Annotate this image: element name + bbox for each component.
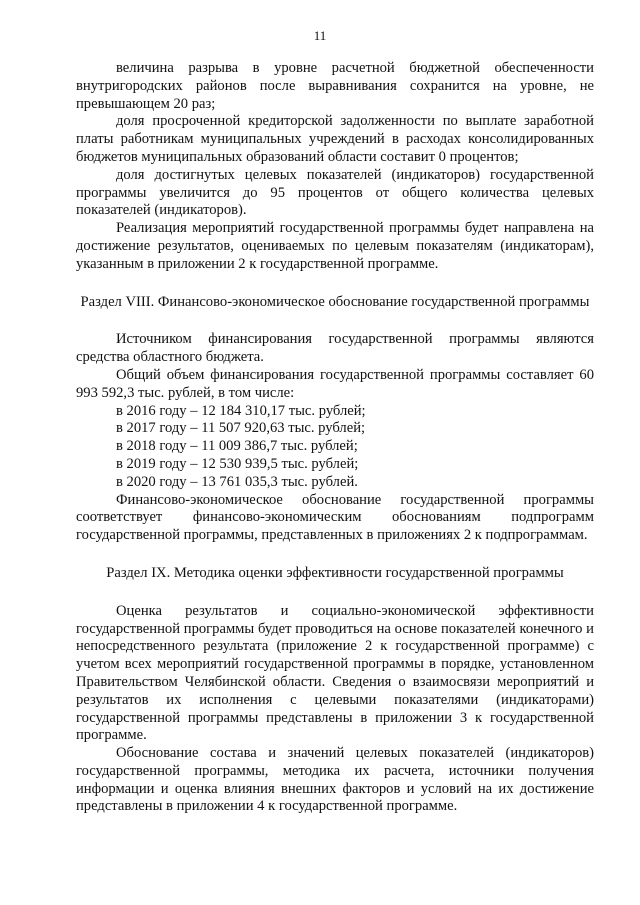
paragraph-funding-total: Общий объем финансирования государственной программы составляет 60 993 592,3 тыс. рублей, в том числе: — [76, 366, 594, 401]
paragraph-financial-justification: Финансово-экономическое обоснование государственной программы соответствует финансово-экономическим обоснованиям подпрограмм государственной программы, представленных в приложениях 2 к подпрограммам. — [76, 491, 594, 544]
paragraph-evaluation: Оценка результатов и социально-экономической эффективности государственной программы будет проводиться на основе показателей конечного и непосредственного результата (приложение 2 к государственной программе) с учетом всех мероприятий государственной программы в порядке, установленном Правительством Челябинской области. Сведения о взаимосвязи мероприятий и результатов их исполнения с целевыми показателями (индикаторами) государственной программы представлены в приложении 3 к государственной программе. — [76, 602, 594, 744]
section-heading-ix: Раздел IX. Методика оценки эффективности государственной программы — [106, 564, 564, 581]
section-heading-viii: Раздел VIII. Финансово-экономическое обоснование государственной программы — [80, 293, 590, 310]
paragraph-funding-source: Источником финансирования государственной программы являются средства областного бюджета. — [76, 331, 594, 366]
funding-year-2017: в 2017 году – 11 507 920,63 тыс. рублей; — [116, 420, 366, 437]
paragraph-budget-gap: величина разрыва в уровне расчетной бюджетной обеспеченности внутригородских районов после выравнивания сохранится на уровне, не превышающем 20 раз; — [76, 60, 594, 112]
funding-year-2020: в 2020 году – 13 761 035,3 тыс. рублей. — [116, 473, 358, 490]
paragraph-indicators-justification: Обоснование состава и значений целевых показателей (индикаторов) государственной программы, методика их расчета, источники получения информации и оценка влияния внешних факторов и условий на их достижение представлены в приложении 4 к государственной программе. — [76, 745, 594, 815]
paragraph-indicators-share: доля достигнутых целевых показателей (индикаторов) государственной программы увеличится до 95 процентов от общего количества целевых показателей (индикаторов). — [76, 166, 594, 219]
paragraph-wage-arrears: доля просроченной кредиторской задолженности по выплате заработной платы работникам муниципальных учреждений в расходах консолидированных бюджетов муниципальных образований области составит 0 процентов; — [76, 113, 594, 165]
funding-year-2018: в 2018 году – 11 009 386,7 тыс. рублей; — [116, 438, 358, 455]
paragraph-implementation: Реализация мероприятий государственной программы будет направлена на достижение результатов, оцениваемых по целевым показателям (индикаторам), указанным в приложении 2 к государственной программе. — [76, 220, 594, 272]
document-body — [76, 60, 594, 816]
page-number: 11 — [313, 28, 327, 43]
funding-year-2019: в 2019 году – 12 530 939,5 тыс. рублей; — [116, 455, 359, 472]
funding-year-2016: в 2016 году – 12 184 310,17 тыс. рублей; — [116, 402, 366, 419]
